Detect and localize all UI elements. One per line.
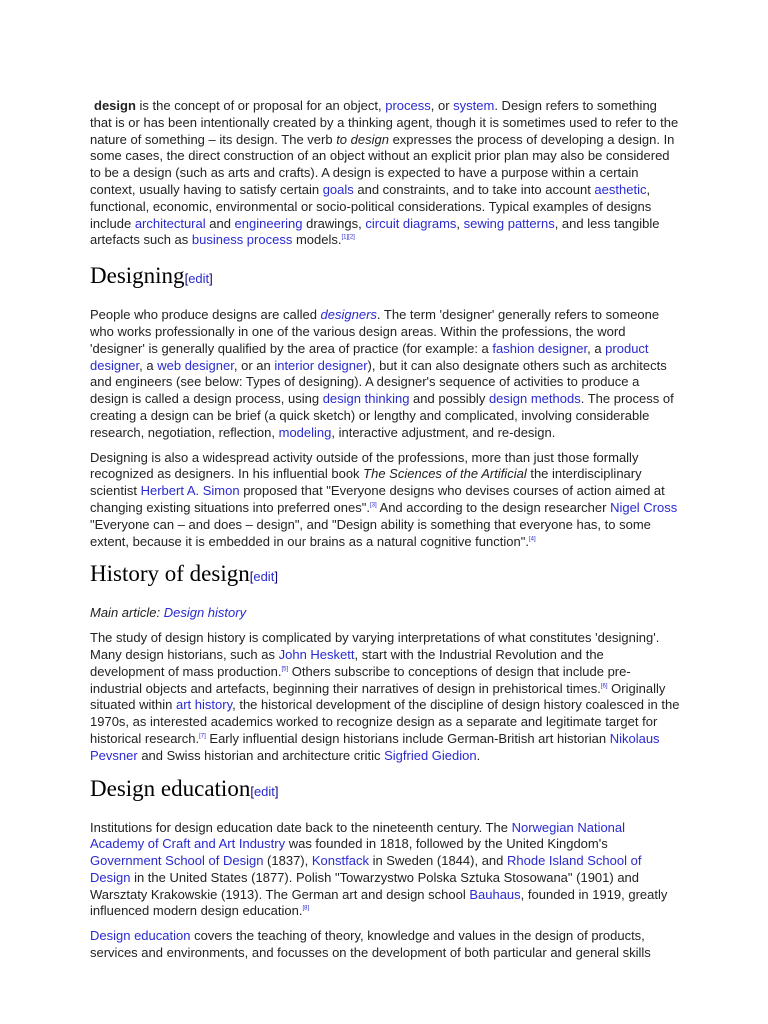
text: Designing is also a widespread activity outside of the professions, more than just those formally recognized as designers. In his influential book: [90, 449, 639, 482]
text: Originally situated within: [90, 680, 666, 713]
text: , the historical development of the discipline of design history coalesced in the 1970s, as interested academics worked to recognize design as a separate and legitimate target for historical research.: [90, 697, 680, 746]
link-design-history[interactable]: Design history: [163, 605, 247, 621]
book-title: The Sciences of the Artificial: [363, 466, 527, 482]
text: . The process of creating a design can be brief (a quick sketch) or lengthy and complicated, involving considerable research, negotiation, reflection,: [90, 391, 674, 440]
designing-paragraph-2: [90, 450, 680, 551]
text: and: [205, 215, 235, 231]
emphasis-to-design: to design: [336, 131, 389, 147]
text: , or an: [233, 357, 275, 373]
text: (1837),: [263, 853, 312, 869]
text: , a: [587, 340, 606, 356]
designing-paragraph-1: [90, 307, 680, 441]
text: The study of design history is complicated by varying interpretations of what constitutes 'designing'. Many design historians, such as: [90, 630, 660, 662]
link-business-process[interactable]: business process: [191, 232, 293, 248]
text: drawings,: [302, 215, 366, 231]
text: .: [476, 747, 481, 763]
link-engineering[interactable]: engineering: [234, 215, 303, 231]
text: , or: [430, 98, 454, 113]
link-nigel-cross[interactable]: Nigel Cross: [610, 499, 678, 515]
text: the interdisciplinary scientist: [90, 466, 642, 499]
link-goals[interactable]: goals: [322, 181, 354, 197]
text: in Sweden (1844), and: [368, 853, 507, 869]
heading-text: History of design: [90, 561, 250, 587]
link-government-school-of-design[interactable]: Government School of Design: [90, 853, 264, 869]
link-nikolaus-pevsner[interactable]: Nikolaus Pevsner: [90, 730, 660, 763]
text: People who produce designs are called: [90, 307, 321, 323]
text: is the concept of or proposal for an object,: [135, 98, 386, 113]
intro-paragraph: [90, 98, 680, 249]
link-herbert-simon[interactable]: Herbert A. Simon: [140, 483, 240, 499]
link-designers[interactable]: [321, 307, 377, 322]
citation-4[interactable]: [4]: [528, 536, 536, 543]
link-sewing-patterns[interactable]: sewing patterns: [463, 215, 555, 231]
history-paragraph: [90, 630, 680, 764]
text: Early influential design historians include German-British art historian: [205, 730, 610, 746]
text: and constraints, and to take into account: [353, 181, 595, 197]
text: models.: [292, 232, 342, 248]
text: and possibly: [409, 391, 489, 407]
link-product-designer[interactable]: product designer: [90, 340, 649, 373]
text: , functional, economic, environmental or socio-political considerations. Typical examples of designs include: [90, 181, 652, 231]
text: And according to the design researcher: [376, 499, 611, 515]
edit-link-text[interactable]: edit: [253, 783, 275, 799]
heading-design-education: [90, 775, 680, 806]
link-konstfack[interactable]: Konstfack: [311, 853, 369, 869]
text: , a: [139, 357, 158, 373]
link-rhode-island-school-of-design[interactable]: Rhode Island School of Design: [90, 853, 642, 885]
link-sigfried-giedion[interactable]: Sigfried Giedion: [384, 747, 477, 763]
text: Main article:: [90, 605, 164, 621]
edit-link-education[interactable]: [edit]: [250, 783, 279, 799]
heading-designing: [90, 262, 680, 293]
edit-link-history[interactable]: [edit]: [249, 569, 278, 585]
term-design: design: [94, 98, 136, 113]
link-bauhaus[interactable]: Bauhaus: [469, 886, 521, 902]
link-design-thinking[interactable]: design thinking: [322, 391, 410, 407]
link-modeling[interactable]: modeling: [278, 424, 332, 440]
link-fashion-designer[interactable]: fashion designer: [492, 340, 588, 356]
link-text[interactable]: designers: [320, 307, 377, 323]
text: , start with the Industrial Revolution and the development of mass production.: [90, 646, 604, 679]
link-design-education[interactable]: Design education: [90, 928, 191, 944]
link-john-heskett[interactable]: John Heskett: [278, 646, 355, 662]
main-article-note: [90, 605, 680, 622]
education-paragraph-2: [90, 928, 680, 962]
text: , and less tangible artefacts such as: [90, 215, 660, 248]
link-circuit-diagrams[interactable]: circuit diagrams: [365, 215, 457, 231]
text: Others subscribe to conceptions of design that include pre-industrial objects and artefacts, beginning their narratives of design in prehistorical times.: [90, 663, 631, 696]
citation-5[interactable]: [5]: [281, 666, 289, 673]
text: expresses the process of developing a design. In some cases, the direct construction of an object without an explicit prior plan may also be considered to be a design (such as arts and crafts). A design is expected to have a purpose within a certain context, usually having to satisfy certain: [90, 131, 675, 197]
citation-6[interactable]: [6]: [600, 683, 608, 690]
text: . The term 'designer' generally refers to someone who works professionally in one of the various design areas. Within the professions, the word 'designer' is generally qualified by the area of practice (for example: a: [90, 307, 660, 356]
citation-3[interactable]: [3]: [369, 502, 377, 509]
text: , interactive adjustment, and re-design.: [331, 424, 556, 440]
text: and Swiss historian and architecture critic: [137, 747, 385, 763]
edit-link-text[interactable]: edit: [253, 569, 275, 585]
edit-link-designing[interactable]: [edit]: [184, 271, 213, 287]
link-art-history[interactable]: art history: [176, 697, 233, 713]
link-web-designer[interactable]: web designer: [157, 357, 234, 373]
education-paragraph-1: [90, 820, 680, 921]
text: Institutions for design education date back to the nineteenth century. The: [90, 819, 512, 835]
link-system[interactable]: system: [453, 98, 495, 113]
link-norwegian-academy[interactable]: Norwegian National Academy of Craft and Art Industry: [90, 819, 626, 852]
link-design-methods[interactable]: design methods: [488, 391, 581, 407]
text: . Design refers to something that is or has been intentionally created by a thinking agent, though it is sometimes used to refer to the nature of something – its design. The verb: [90, 98, 679, 147]
link-process[interactable]: process: [385, 98, 431, 113]
link-aesthetic[interactable]: aesthetic: [594, 181, 647, 197]
article-body: [90, 98, 680, 962]
text: covers the teaching of theory, knowledge and values in the design of products, services and environments, and focusses on the development of both particular and general skills: [90, 928, 651, 961]
heading-text: Design education: [90, 775, 251, 801]
heading-history-of-design: [90, 560, 680, 591]
edit-link-text[interactable]: edit: [188, 271, 210, 287]
text: in the United States (1877). Polish "Towarzystwo Polska Sztuka Stosowana" (1901) and Warsztaty Krakowskie (1913). The German art and design school: [90, 869, 640, 902]
citation-7[interactable]: [7]: [199, 733, 206, 740]
text: ), but it can also designate others such as architects and engineers (see below: Types of designing). A designer's sequence of activities to produce a design is called a design process, using: [90, 357, 667, 407]
citation-8[interactable]: [8]: [302, 906, 310, 913]
text: "Everyone can – and does – design", and "Design ability is something that everyone has, to some extent, because it is embedded in our brains as a natural cognitive function".: [90, 516, 651, 549]
link-architectural[interactable]: architectural: [134, 215, 206, 231]
citation-1-2[interactable]: [1][2]: [341, 235, 355, 242]
text: was founded in 1818, followed by the United Kingdom's: [285, 836, 608, 852]
text: , founded in 1919, greatly influenced modern design education.: [90, 886, 668, 919]
text: ,: [456, 215, 464, 231]
text: proposed that "Everyone designs who devises courses of action aimed at changing existing situations into preferred ones".: [90, 483, 665, 515]
heading-text: Designing: [90, 263, 185, 289]
link-interior-designer[interactable]: interior designer: [274, 357, 368, 373]
